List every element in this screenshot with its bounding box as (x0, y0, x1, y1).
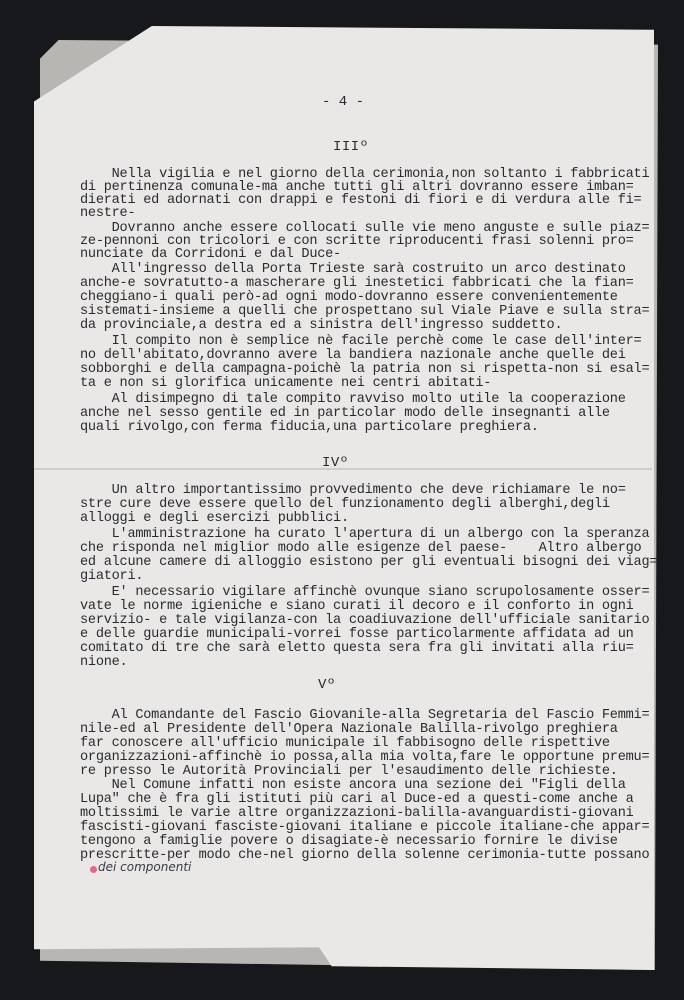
section-3-line: nestre- (80, 206, 136, 221)
section-3-line: da provinciale,a destra ed a sinistra dell'ingresso suddetto. (80, 318, 563, 333)
handwritten-note: dei componenti (98, 860, 192, 874)
section-3-line: di pertinenza comunale-ma anche tutti gli altri dovranno essere imban= (80, 180, 634, 195)
section-4-line: stre cure deve essere quello del funzionamento degli alberghi,degli (80, 497, 610, 512)
section-heading-5: Vº (318, 677, 336, 693)
page-number: - 4 - (322, 94, 365, 110)
section-3-line: anche nel sesso gentile ed in particolar modo delle insegnanti alle (80, 406, 610, 421)
section-5-line: prescritte-per modo che-nel giorno della solenne cerimonia-tutte possano (80, 848, 650, 863)
section-heading-3: IIIº (333, 139, 369, 155)
section-5-line: Nel Comune infatti non esiste ancora una sezione dei "Figli della (80, 778, 626, 793)
section-4-line: L'amministrazione ha curato l'apertura di un albergo con la speranza (80, 527, 650, 542)
section-5-line: nile-ed al Presidente dell'Opera Nazionale Balilla-rivolgo preghiera (80, 722, 618, 737)
section-5-line: re presso le Autorità Provinciali per l'esaudimento delle richieste. (80, 764, 618, 779)
section-heading-4: IVº (322, 455, 349, 471)
section-5-line: tengono a famiglie povere o disagiate-è necessario fornire le divise (80, 834, 618, 849)
section-5-line: Lupa" che è fra gli istituti più cari al Duce-ed a questi-come anche a (80, 792, 634, 807)
section-4-line: servizio- e tale vigilanza-con la coadiuvazione dell'ufficiale sanitario (80, 613, 650, 628)
section-3-line: Al disimpegno di tale compito ravviso molto utile la cooperazione (80, 392, 626, 407)
section-5-line: moltissimi le varie altre organizzazioni-balilla-avanguardisti-giovani (80, 806, 634, 821)
section-3-line: no dell'abitato,dovranno avere la bandiera nazionale anche quelle dei (80, 348, 626, 363)
section-3-line: ze-pennoni con tricolori e con scritte riproducenti frasi solenni pro= (80, 234, 634, 249)
section-4-line: E' necessario vigilare affinchè ovunque siano scrupolosamente osser= (80, 585, 650, 600)
section-4-line: ed alcune camere di alloggio esistono per gli eventuali bisogni dei viag= (80, 555, 658, 570)
section-4-line: vate le norme igieniche e siano curati il decoro e il conforto in ogni (80, 599, 634, 614)
section-3-line: All'ingresso della Porta Trieste sarà costruito un arco destinato (80, 262, 626, 277)
section-3-line: Nella vigilia e nel giorno della cerimonia,non soltanto i fabbricati (80, 167, 650, 182)
section-4-line: alloggi e degli esercizi pubblici. (80, 511, 349, 526)
section-3-line: nunciate da Corridoni e dal Duce- (80, 247, 341, 262)
section-3-line: dierati ed adornati con drappi e festoni di fiori e di verdura alle fi= (80, 193, 642, 208)
section-4-line: nione. (80, 655, 128, 670)
section-3-line: Il compito non è semplice nè facile perchè come le case dell'inter= (80, 334, 642, 349)
section-5-line: fascisti-giovani fasciste-giovani italiane e piccole italiane-che appar= (80, 820, 650, 835)
section-5-line: Al Comandante del Fascio Giovanile-alla Segretaria del Fascio Femmi= (80, 708, 650, 723)
section-3-line: anche-e sovratutto-a mascherare gli inestetici fabbricati che la fian= (80, 276, 634, 291)
section-4-line: Un altro importantissimo provvedimento che deve richiamare le no= (80, 483, 626, 498)
section-3-line: sistemati-insieme a quelli che prospettano sul Viale Piave e sulla stra= (80, 304, 650, 319)
section-3-line: quali rivolgo,con ferma fiducia,una particolare preghiera. (80, 420, 539, 435)
section-3-line: cheggiano-i quali però-ad ogni modo-dovranno essere convenientemente (80, 290, 618, 305)
section-4-line: comitato di tre che sarà eletto questa sera fra gli invitati alla riu= (80, 641, 634, 656)
section-3-line: Dovranno anche essere collocati sulle vie meno anguste e sulle piaz= (80, 221, 650, 236)
section-3-line: sobborghi e della campagna-poichè la patria non si rispetta-non si esal= (80, 362, 650, 377)
section-4-line: giatori. (80, 569, 144, 584)
red-dot-marker (90, 866, 97, 873)
section-3-line: ta e non si glorifica unicamente nei centri abitati- (80, 376, 492, 391)
section-5-line: far conoscere all'ufficio municipale il fabbisogno delle rispettive (80, 736, 610, 751)
section-4-line: che risponda nel miglior modo alle esigenze del paese- Altro albergo (80, 541, 642, 556)
section-4-line: e delle guardie municipali-vorrei fosse particolarmente affidata ad un (80, 627, 634, 642)
section-5-line: organizzazioni-affinchè io possa,alla mia volta,fare le opportune premu= (80, 750, 650, 765)
